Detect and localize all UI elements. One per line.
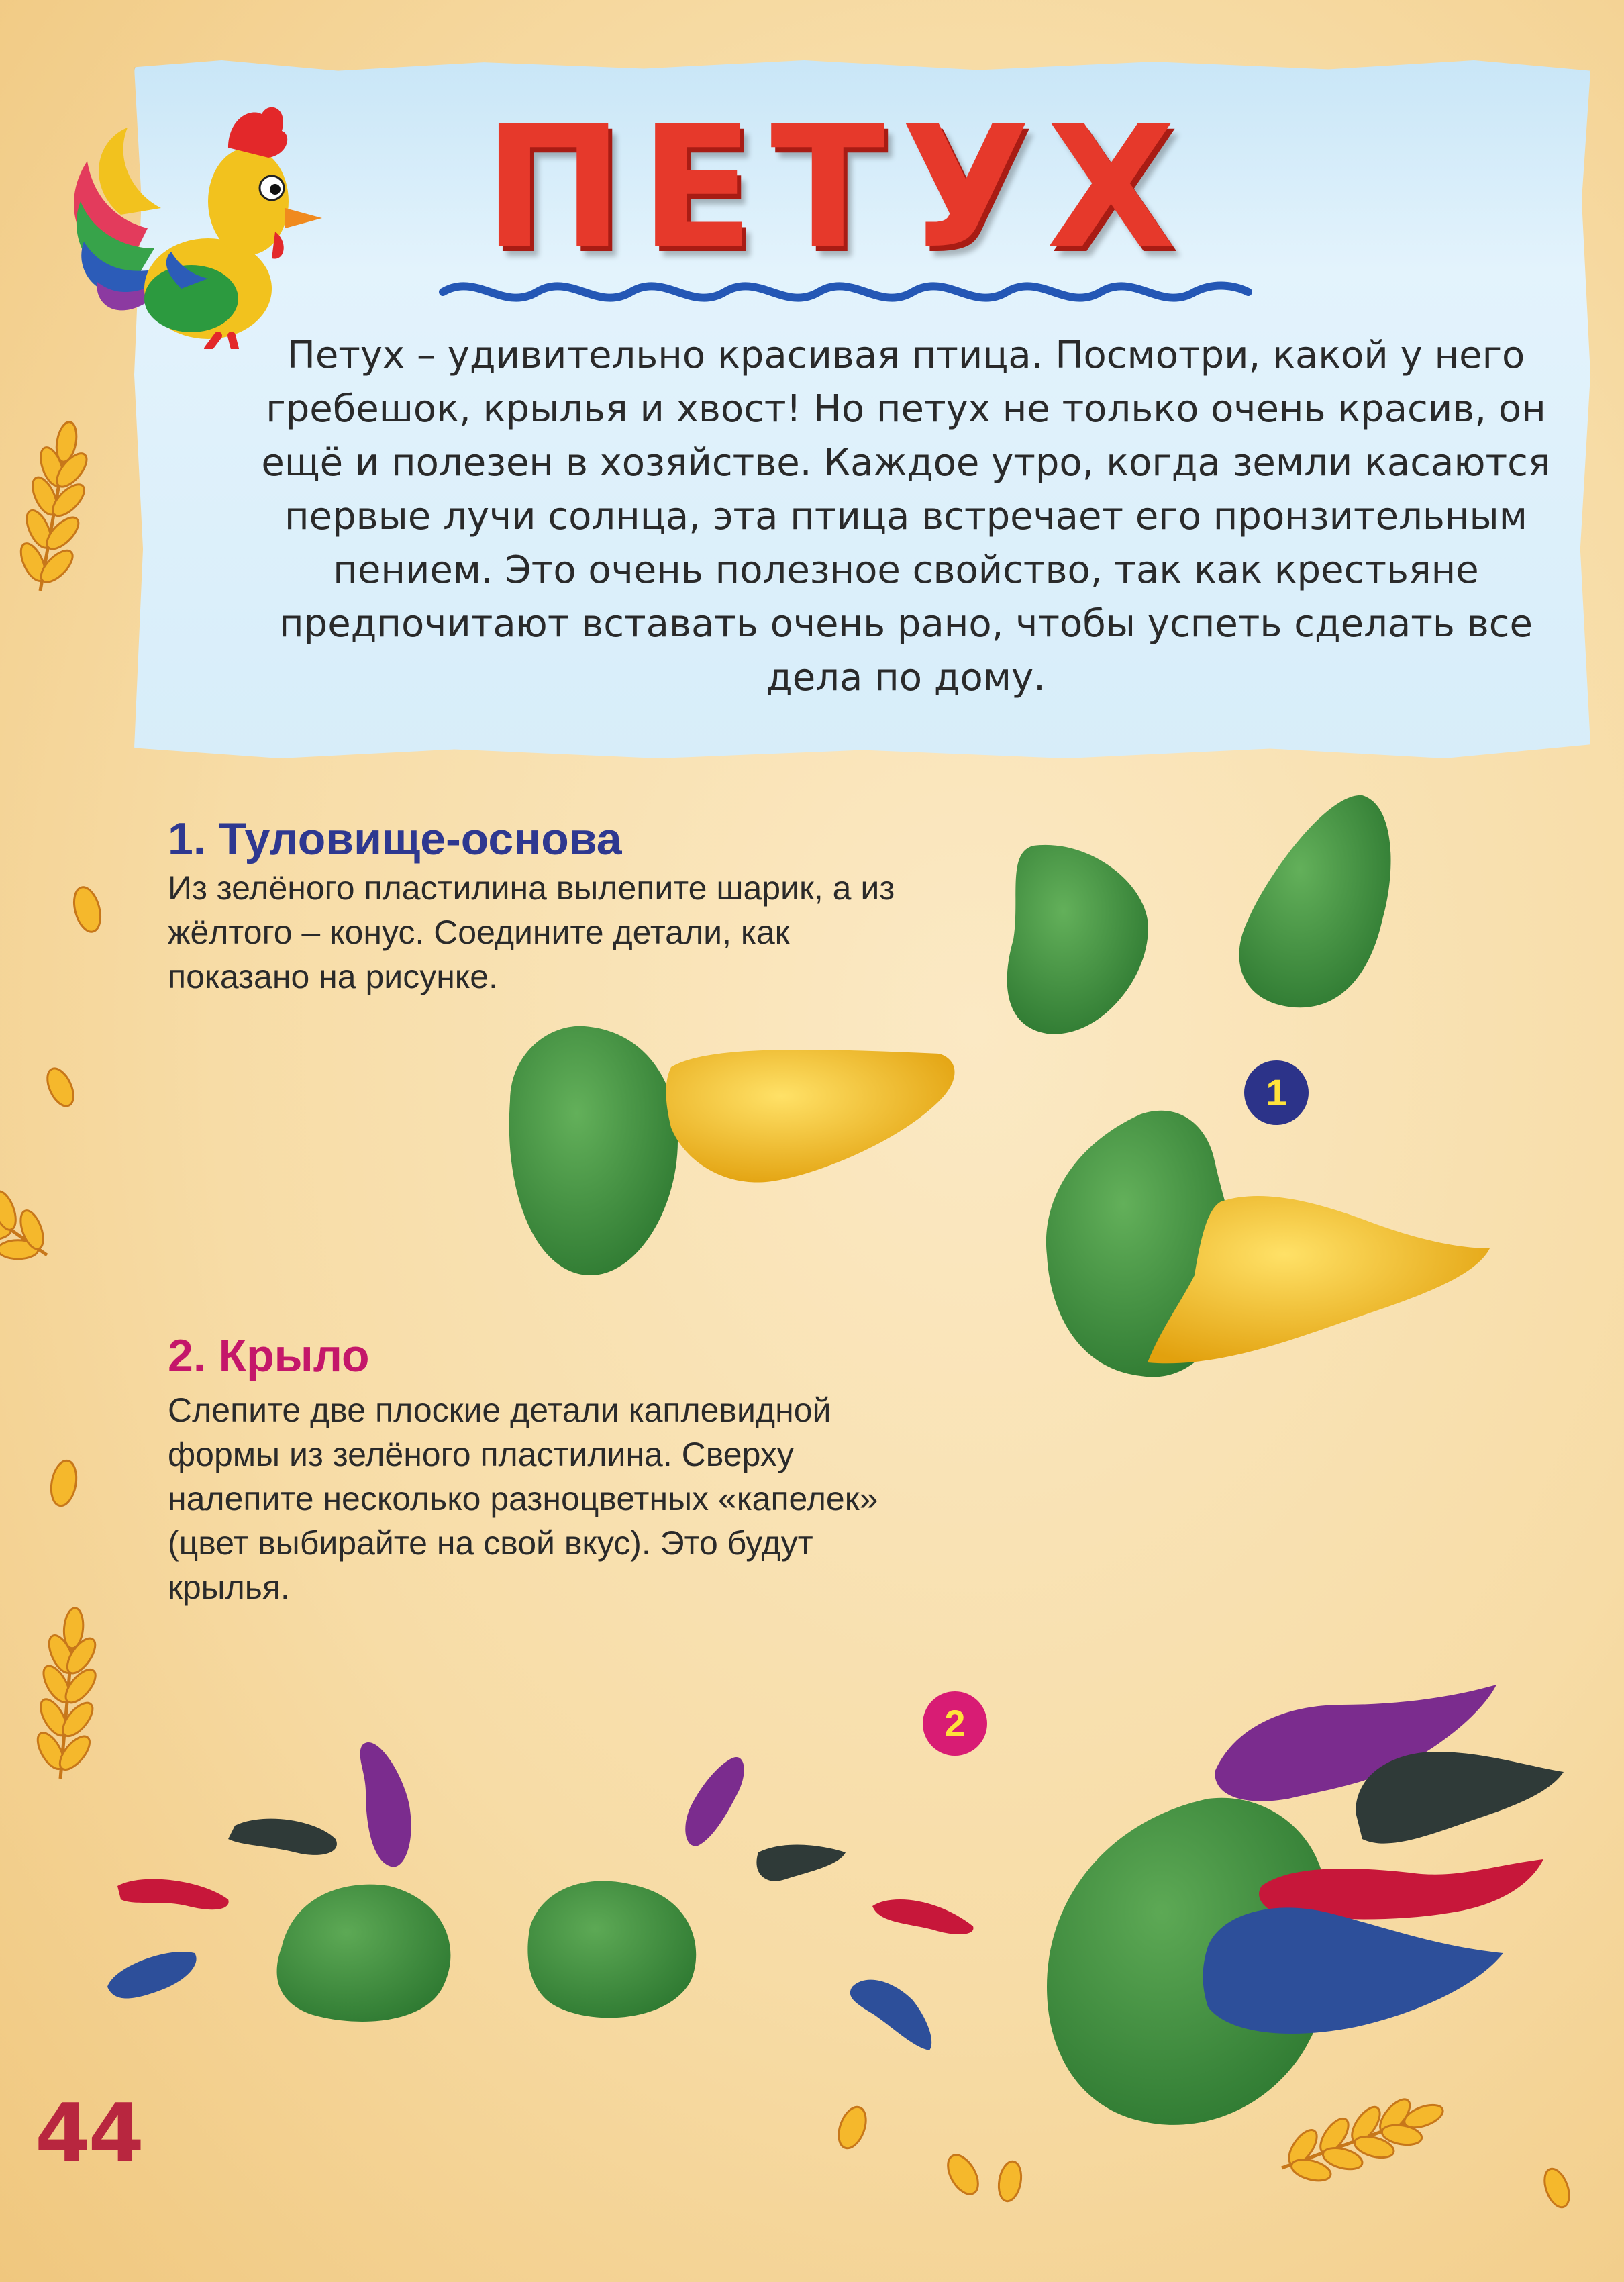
yellow-cone xyxy=(666,1050,955,1183)
green-wing-piece xyxy=(527,1881,696,2018)
wave-underline xyxy=(436,265,1255,319)
step-2-heading: 2. Крыло xyxy=(168,1330,370,1381)
green-teardrop xyxy=(1007,845,1148,1034)
green-ball xyxy=(509,1026,678,1275)
dark-feather xyxy=(1356,1752,1564,1844)
dark-drop xyxy=(228,1819,337,1855)
red-drop xyxy=(872,1899,973,1934)
purple-drop xyxy=(685,1757,744,1846)
purple-drop xyxy=(360,1742,411,1867)
blue-drop xyxy=(850,1980,931,2050)
wheat-ear-icon xyxy=(9,417,101,596)
blue-feather xyxy=(1203,1907,1504,2034)
blue-drop xyxy=(107,1952,197,1998)
step-2-illustration xyxy=(0,1571,1624,2175)
red-drop xyxy=(117,1879,229,1910)
step-1-text: Из зелёного пластилина вылепите шарик, а из жёлтого – конус. Соедините детали, как показано на рисунке. xyxy=(168,869,895,995)
page-number: 44 xyxy=(35,2087,142,2181)
intro-paragraph: Петух – удивительно красивая птица. Посмотри, какой у него гребешок, крылья и хвост! Но петух не только очень красив, он ещё и полезен в хозяйстве. Каждое утро, когда земли касаются первые лучи солнца, эта птица встречает его пронзительным пением. Это очень полезное свойство, так как крестьяне предпочитают вставать очень рано, чтобы успеть сделать все дела по дому. xyxy=(261,334,1551,699)
green-wing-piece xyxy=(277,1885,451,2022)
step-2-badge: 2 xyxy=(923,1691,987,1756)
step-1-heading: 1. Туловище-основа xyxy=(168,813,622,864)
green-teardrop xyxy=(1239,795,1391,1007)
rooster-illustration xyxy=(47,67,329,349)
step-1-badge: 1 xyxy=(1244,1060,1309,1125)
step-2-text: Слепите две плоские детали каплевидной формы из зелёного пластилина. Сверху налепите несколько разноцветных «капелек» (цвет выбирайте на свой вкус). Это будут крылья. xyxy=(168,1391,878,1606)
page-title: ПЕТУХ xyxy=(483,90,1192,285)
dark-drop xyxy=(756,1844,846,1881)
